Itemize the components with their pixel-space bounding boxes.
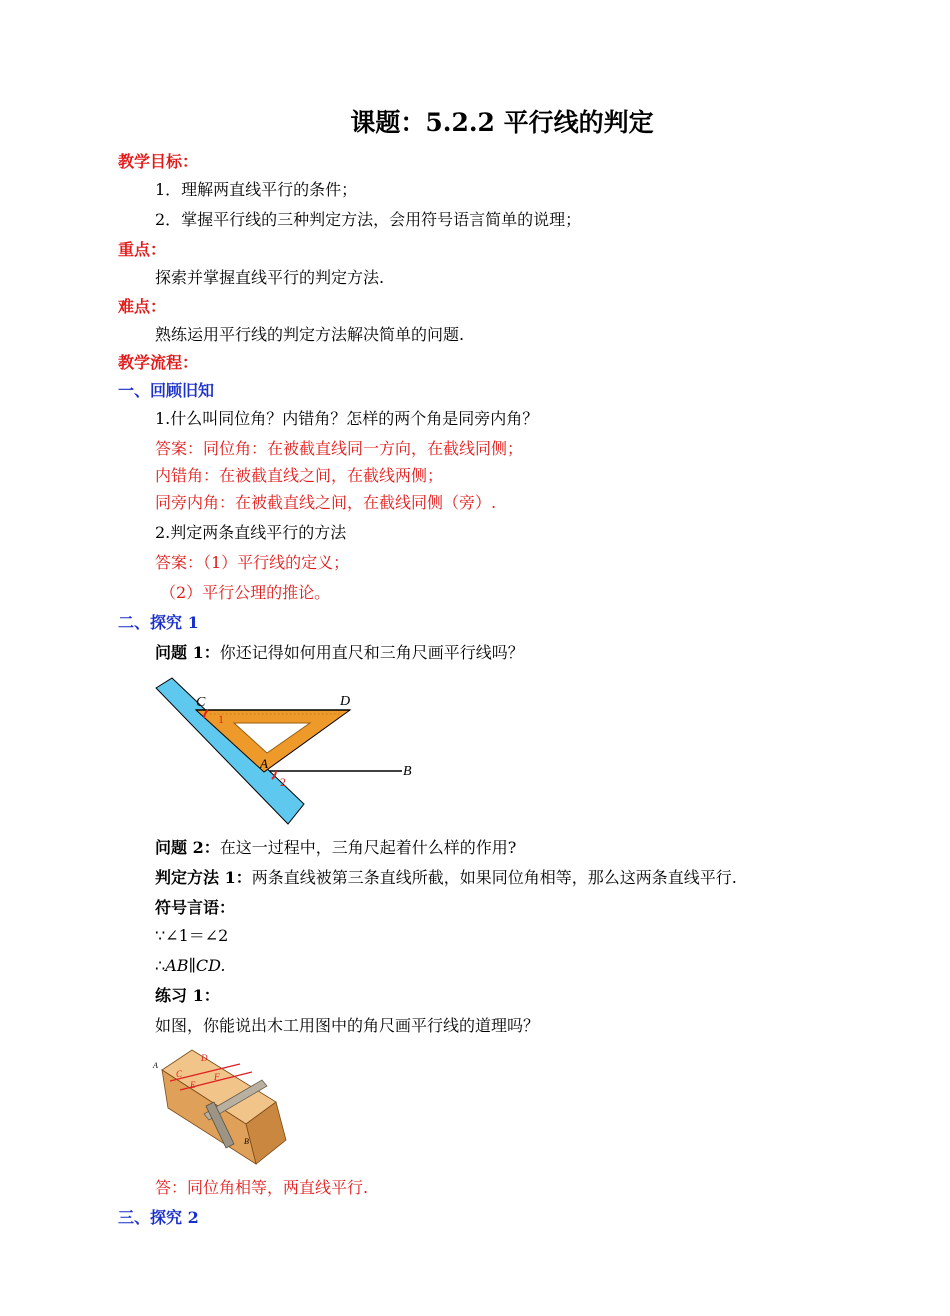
review-answer-line: 同旁内角：在被截直线之间，在截线同侧（旁）. [155, 493, 497, 512]
label-d: D [340, 694, 351, 709]
label-c: C [196, 695, 206, 710]
wood-label-d: D [201, 1053, 208, 1063]
review-answer-line: 内错角：在被截直线之间，在截线两侧； [155, 466, 444, 485]
label-angle-1: 1 [218, 712, 224, 726]
wood-label-f: F [214, 1072, 220, 1082]
problem-2 [155, 838, 516, 858]
method-1-text: 两条直线被第三条直线所截，如果同位角相等，那么这两条直线平行. [251, 868, 737, 887]
difficulty-text: 熟练运用平行线的判定方法解决简单的问题. [155, 325, 465, 344]
problem-2-text: 在这一过程中，三角尺起着什么样的作用? [219, 838, 517, 857]
review-question-2: 2.判定两条直线平行的方法 [155, 523, 347, 542]
wood-label-a: A [153, 1061, 158, 1070]
problem-1 [155, 643, 524, 663]
method-1-label: 判定方法 1： [155, 868, 252, 887]
symbol-line-2: ∴AB∥CD. [155, 956, 226, 975]
problem-2-label: 问题 2： [155, 838, 220, 857]
problem-1-label: 问题 1： [155, 643, 220, 662]
method-1 [155, 868, 737, 888]
review-question-1: 1.什么叫同位角？内错角？怎样的两个角是同旁内角？ [155, 409, 539, 428]
section3-heading: 三、探究 2 [118, 1208, 199, 1227]
label-a: A [260, 756, 268, 771]
key-point-heading: 重点： [118, 240, 167, 259]
wood-label-c: C [176, 1069, 183, 1079]
problem-1-text: 你还记得如何用直尺和三角尺画平行线吗？ [219, 643, 524, 662]
section2-heading: 二、探究 1 [118, 613, 199, 632]
section1-heading: 一、回顾旧知 [118, 381, 215, 400]
objective-item: 2．掌握平行线的三种判定方法，会用符号语言简单的说理； [155, 210, 582, 229]
key-point-text: 探索并掌握直线平行的判定方法. [155, 268, 385, 287]
label-angle-2: 2 [280, 775, 286, 789]
wood-label-b: B [244, 1137, 249, 1146]
symbol-language-label: 符号言语： [155, 898, 236, 917]
review-answer-line: 答案：（1）平行线的定义； [155, 553, 350, 572]
practice-1-label: 练习 1： [155, 986, 220, 1005]
wood-label-e: E [190, 1080, 196, 1090]
review-answer-line: （2）平行公理的推论。 [160, 583, 331, 602]
objectives-heading: 教学目标： [118, 152, 199, 171]
process-heading: 教学流程： [118, 353, 199, 372]
label-b: B [403, 764, 412, 779]
ruler-triangle-figure [150, 676, 425, 828]
difficulty-heading: 难点： [118, 297, 167, 316]
practice-1-text: 如图，你能说出木工用图中的角尺画平行线的道理吗？ [155, 1016, 540, 1035]
symbol-line-1: ∵∠1＝∠2 [155, 926, 229, 945]
wood-block-figure [150, 1046, 295, 1168]
practice-1-answer: 答：同位角相等，两直线平行. [155, 1178, 369, 1197]
review-answer-line: 答案：同位角：在被截直线同一方向，在截线同侧； [155, 439, 524, 458]
page-title: 课题：5.2.2 平行线的判定 [350, 108, 654, 137]
objective-item: 1．理解两直线平行的条件； [155, 180, 358, 199]
